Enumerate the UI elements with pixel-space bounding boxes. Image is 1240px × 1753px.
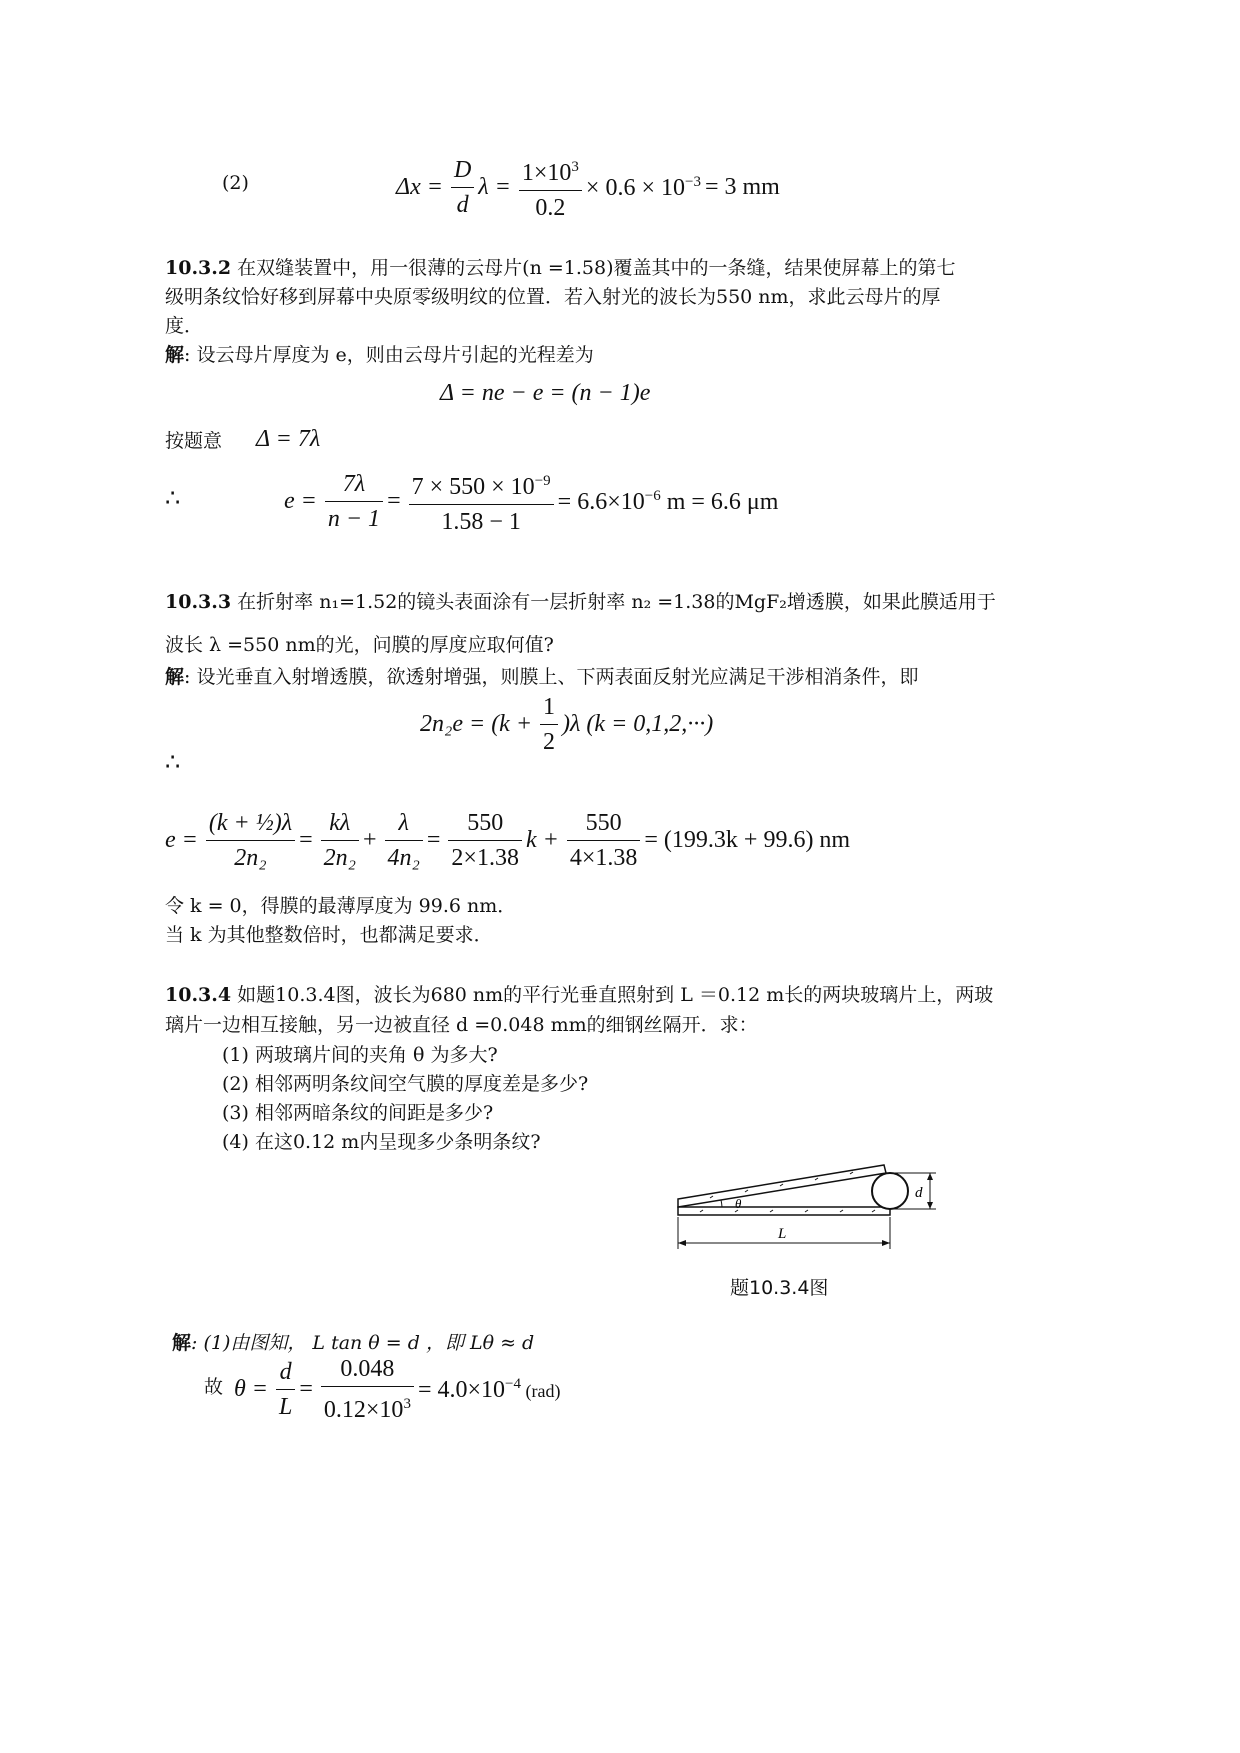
note-other-k: 当 k 为其他整数倍时，也都满足要求． [165, 924, 493, 946]
therefore-symbol: ∴ [165, 486, 181, 512]
condition-label: 按题意 [165, 430, 223, 452]
eq-film-thickness: e = $\frac{\text{(k + ½)λ}}{\text{2n₂}}$ = $\frac{k\lambda}{\text{2n₂}}$ + $\frac{\lambda}{\text{4n₂}}$ = $\frac{550}{2\times 1.38}$ k + $\frac{550}{4\times 1.38}$ = (199.3k + 99.6) nm [165, 806, 854, 875]
eq-label-2: (2) [222, 172, 249, 194]
eq-delta-x: Δx = $\frac{D}{d}$ λ = $\frac{1\times 10^3}{0.2}$ × $0.6 \times 10^{-3}$ = 3 mm [396, 150, 784, 225]
problem-10-3-2-line1: 10.3.2 在双缝装置中，用一很薄的云母片(n =1.58)覆盖其中的一条缝，结果使屏幕上的第七 [165, 257, 956, 279]
figure-caption: 题10.3.4图 [730, 1277, 829, 1299]
theta-label: θ [735, 1196, 742, 1211]
solution-10-3-3-intro: 解: 设光垂直入射增透膜，欲透射增强，则膜上、下两表面反射光应满足干涉相消条件，即 [165, 666, 919, 688]
question-item-1: (1) 两玻璃片间的夹角 θ 为多大? [222, 1044, 498, 1066]
note-min-thickness: 令 k = 0，得膜的最薄厚度为 99.6 nm． [165, 895, 517, 917]
problem-10-3-3-line1: 10.3.3 在折射率 n₁=1.52的镜头表面涂有一层折射率 n₂ =1.38的MgF₂增透膜，如果此膜适用于 [165, 591, 996, 613]
eq-mica-thickness: e = $\frac{7\lambda}{n - 1}$ = $\frac{7 \times 550 \times 10^{-9}}{1.58 - 1}$ = $6.6\times 10^{-6}$ m = 6.6 μm [284, 464, 782, 539]
eq-destructive-condition: 2n₂e = (k + $\frac{1}{2}$ )λ (k = 0,1,2,···) [420, 690, 717, 759]
L-label: L [778, 1226, 787, 1242]
therefore-symbol-2: ∴ [165, 750, 181, 776]
problem-10-3-4-line1: 10.3.4 如题10.3.4图，波长为680 nm的平行光垂直照射到 L ＝0.12 m长的两块玻璃片上，两玻 [165, 984, 994, 1006]
eq-condition: Δ = 7λ [256, 426, 321, 452]
solution-10-3-2-intro: 解: 设云母片厚度为 e，则由云母片引起的光程差为 [165, 344, 594, 366]
question-item-3: (3) 相邻两暗条纹的间距是多少? [222, 1102, 494, 1124]
eq-wedge-angle: θ = $\frac{d}{L}$ = $\frac{0.048}{0.12\times 10^3}$ = $4.0\times 10^{-4}$ (rad) [234, 1352, 564, 1427]
problem-10-3-2-line3: 度． [165, 315, 204, 337]
question-item-2: (2) 相邻两明条纹间空气膜的厚度差是多少? [222, 1073, 589, 1095]
eq-optical-path-diff: Δ = ne − e = (n − 1)e [440, 380, 651, 406]
eq-prefix-gu: 故 [204, 1376, 224, 1398]
problem-10-3-3-line2: 波长 λ =550 nm的光，问膜的厚度应取何值? [165, 634, 554, 656]
problem-10-3-2-line2: 级明条纹恰好移到屏幕中央原零级明纹的位置．若入射光的波长为550 nm，求此云母片的厚 [165, 286, 941, 308]
solution-10-3-4-intro: 解: (1)由图知， L tan θ = d ，即 Lθ ≈ d [172, 1332, 535, 1354]
question-item-4: (4) 在这0.12 m内呈现多少条明条纹? [222, 1131, 541, 1153]
d-label: d [915, 1185, 923, 1201]
glass-wedge-figure [660, 1155, 960, 1265]
problem-10-3-4-line2: 璃片一边相互接触，另一边被直径 d =0.048 mm的细钢丝隔开．求： [165, 1014, 758, 1036]
